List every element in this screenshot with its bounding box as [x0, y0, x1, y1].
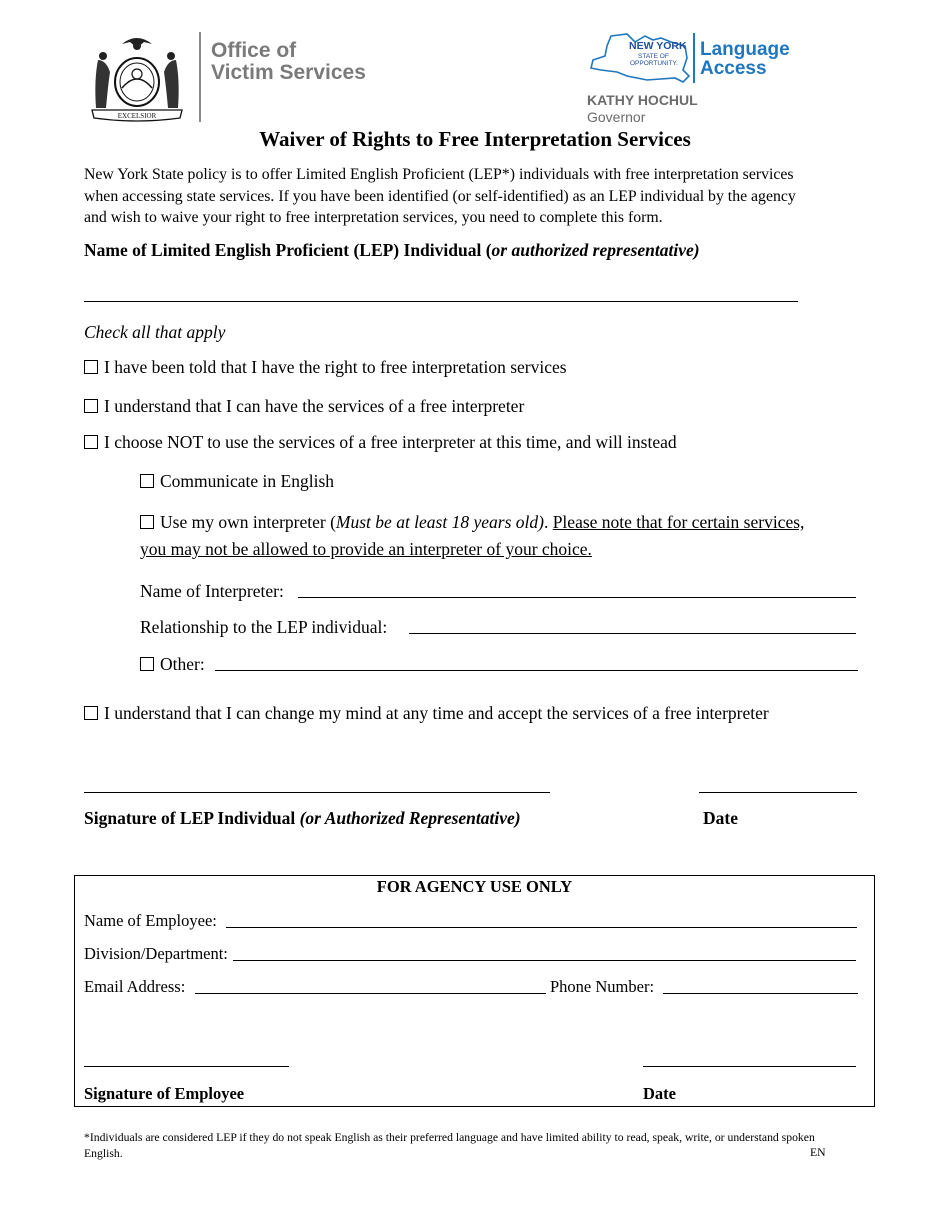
- employee-signature-field[interactable]: [84, 1066, 289, 1067]
- interpreter-note: you may not be allowed to provide an interpreter of your choice.: [140, 539, 592, 559]
- lep-signature-field[interactable]: [84, 792, 550, 793]
- language-access-line2: Access: [700, 58, 767, 79]
- agency-name-line2: Victim Services: [211, 61, 366, 84]
- lep-date-field[interactable]: [699, 792, 857, 793]
- email-field[interactable]: [195, 993, 546, 994]
- ny-logo-text-line3: OPPORTUNITY.: [630, 60, 678, 67]
- employee-name-label: Name of Employee:: [84, 911, 217, 930]
- suboption-other: Other:: [140, 654, 205, 675]
- option-told-right: I have been told that I have the right to free interpretation services: [84, 357, 567, 378]
- language-code: EN: [810, 1146, 826, 1159]
- checkbox[interactable]: [84, 399, 98, 413]
- suboption-own-interpreter: Use my own interpreter (Must be at least 18 years old). Please note that for certain services, you may not be allowed to provide an interpreter of your choice.: [140, 509, 804, 563]
- checkbox[interactable]: [140, 474, 154, 488]
- footnote-line: English.: [84, 1147, 123, 1160]
- governor-name: KATHY HOCHUL: [587, 92, 698, 108]
- employee-date-label: Date: [643, 1084, 676, 1103]
- footnote-line: *Individuals are considered LEP if they do not speak English as their preferred language and have limited ability to read, speak, write, or understand spoken: [84, 1131, 815, 1144]
- email-label: Email Address:: [84, 977, 186, 996]
- logo-divider: [693, 33, 695, 83]
- lep-signature-label: Signature of LEP Individual (or Authorized Representative): [84, 808, 521, 828]
- phone-field[interactable]: [663, 993, 858, 994]
- other-field[interactable]: [215, 670, 858, 671]
- svg-text:EXCELSIOR: EXCELSIOR: [117, 112, 157, 120]
- agency-use-box: [74, 875, 875, 1107]
- interpreter-name-field[interactable]: [298, 597, 856, 598]
- employee-date-field[interactable]: [643, 1066, 856, 1067]
- checkbox[interactable]: [84, 435, 98, 449]
- division-label: Division/Department:: [84, 944, 228, 963]
- division-field[interactable]: [233, 960, 856, 961]
- option-understand-right: I understand that I can have the services of a free interpreter: [84, 396, 524, 417]
- new-york-state-seal: [84, 30, 190, 124]
- checkbox[interactable]: [140, 515, 154, 529]
- footnote: [84, 1130, 815, 1162]
- phone-label: Phone Number:: [550, 977, 655, 996]
- interpreter-name-label: Name of Interpreter:: [140, 581, 284, 601]
- checkbox[interactable]: [84, 360, 98, 374]
- language-access-line1: Language: [700, 39, 790, 60]
- lep-name-label: Name of Limited English Proficient (LEP) Individual (or authorized representative): [84, 240, 700, 260]
- option-choose-not: I choose NOT to use the services of a free interpreter at this time, and will instead: [84, 432, 677, 453]
- option-change-mind: I understand that I can change my mind at any time and accept the services of a free interpreter: [84, 703, 769, 724]
- lep-name-field[interactable]: [84, 301, 798, 302]
- header-divider: [199, 32, 201, 122]
- page-title: Waiver of Rights to Free Interpretation Services: [259, 127, 691, 151]
- intro-paragraph: [84, 164, 796, 229]
- check-all-instruction: Check all that apply: [84, 322, 226, 342]
- lep-date-label: Date: [703, 808, 738, 828]
- intro-line: and wish to waive your right to free interpretation services, you need to complete this form.: [84, 209, 663, 226]
- checkbox[interactable]: [84, 706, 98, 720]
- relationship-field[interactable]: [409, 633, 856, 634]
- suboption-english: Communicate in English: [140, 471, 334, 492]
- ny-logo-text-line1: NEW YORK: [629, 40, 687, 52]
- employee-signature-label: Signature of Employee: [84, 1084, 245, 1103]
- employee-name-field[interactable]: [226, 927, 857, 928]
- governor-title: Governor: [587, 109, 646, 125]
- relationship-label: Relationship to the LEP individual:: [140, 617, 388, 637]
- agency-box-title: FOR AGENCY USE ONLY: [376, 877, 573, 896]
- agency-name-line1: Office of: [211, 39, 297, 62]
- intro-line: New York State policy is to offer Limited English Proficient (LEP*) individuals with free interpretation services: [84, 166, 794, 183]
- intro-line: when accessing state services. If you have been identified (or self-identified) as an LEP individual by the agency: [84, 187, 796, 205]
- ny-logo-text-line2: STATE OF: [638, 53, 669, 60]
- checkbox[interactable]: [140, 657, 154, 671]
